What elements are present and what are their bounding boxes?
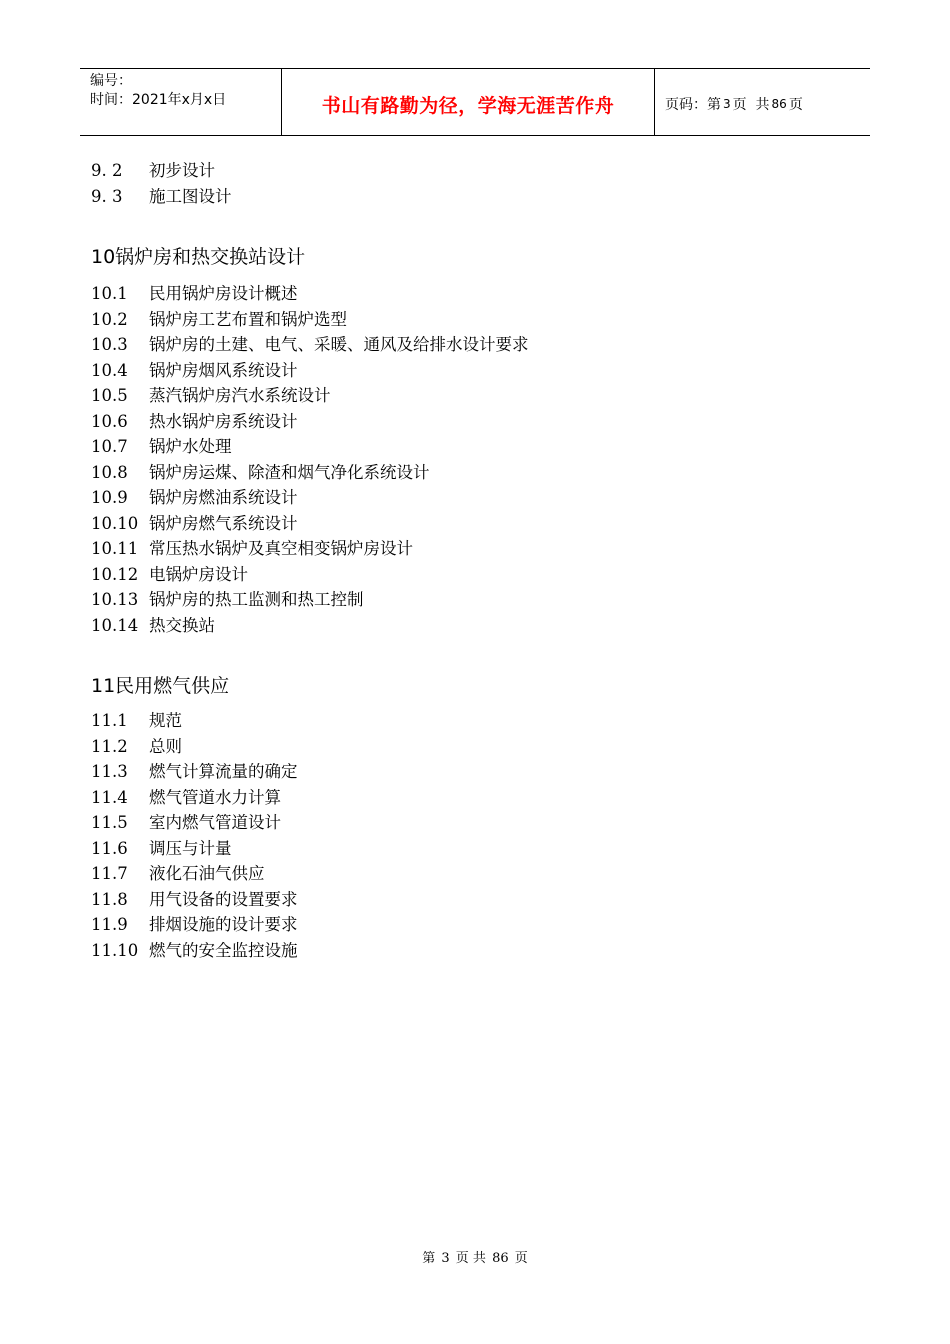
toc-item-title: 锅炉房燃油系统设计: [149, 488, 298, 507]
toc-item: [91, 383, 871, 409]
toc-item-title: 调压与计量: [149, 838, 232, 858]
toc-item-title: 用气设备的设置要求: [149, 889, 298, 909]
toc-item: [91, 281, 871, 307]
toc-item-number: 10.1: [91, 284, 128, 303]
toc-item-title: 施工图设计: [149, 186, 232, 206]
toc-item-number: 11.8: [91, 889, 128, 909]
page-mid: 页 共: [732, 97, 770, 113]
time-label: 时间：2021年x月x日: [90, 92, 227, 108]
footer-page-number: 3: [441, 1251, 450, 1266]
toc-item-number: 11.10: [91, 940, 139, 960]
toc-item-number: 10.3: [91, 335, 128, 354]
toc-item: [91, 785, 871, 811]
toc-item: [91, 358, 871, 384]
page-total: 86: [771, 97, 787, 111]
header-motto: 书山有路勤为径，学海无涯苦作舟: [282, 69, 655, 135]
toc-item-number: 11.2: [91, 736, 128, 756]
toc-item-number: 10.5: [91, 386, 128, 405]
toc-item-title: 锅炉房的热工监测和热工控制: [149, 590, 364, 609]
section-9-list: [91, 158, 871, 209]
toc-item: [91, 887, 871, 913]
toc-item: [91, 536, 871, 562]
page-number: 3: [723, 97, 731, 111]
serial-label: 编号：: [90, 73, 132, 89]
toc-item-title: 常压热水锅炉及真空相变锅炉房设计: [149, 539, 413, 558]
section-10-list: [91, 281, 871, 638]
toc-item-title: 室内燃气管道设计: [149, 813, 281, 832]
toc-content: [91, 158, 871, 963]
toc-item-number: 11.5: [91, 813, 128, 832]
page-header: [80, 68, 870, 136]
toc-item: [91, 184, 871, 210]
toc-item-number: 10.7: [91, 437, 128, 456]
toc-item: [91, 734, 871, 760]
toc-item: [91, 587, 871, 613]
toc-item: [91, 759, 871, 785]
toc-item-title: 液化石油气供应: [149, 864, 265, 883]
toc-item-title: 总则: [149, 736, 182, 756]
toc-item-title: 电锅炉房设计: [149, 564, 248, 584]
toc-item-number: 11.9: [91, 915, 128, 934]
toc-item-number: 9. 3: [91, 186, 123, 206]
footer-suffix: 页: [514, 1251, 528, 1266]
toc-item: [91, 836, 871, 862]
toc-item-title: 蒸汽锅炉房汽水系统设计: [149, 386, 331, 405]
toc-item-number: 10.2: [91, 309, 128, 329]
toc-item-number: 10.13: [91, 590, 139, 609]
toc-item-title: 初步设计: [149, 161, 215, 180]
toc-item: [91, 613, 871, 639]
toc-item: [91, 562, 871, 588]
toc-item-number: 10.11: [91, 539, 139, 558]
toc-item: [91, 511, 871, 537]
toc-item-number: 10.12: [91, 564, 139, 584]
toc-item-title: 民用锅炉房设计概述: [149, 284, 298, 303]
section-11-list: [91, 708, 871, 963]
toc-item: [91, 307, 871, 333]
toc-item-title: 锅炉水处理: [149, 437, 232, 456]
footer-page-total: 86: [492, 1251, 509, 1266]
toc-item-title: 燃气管道水力计算: [149, 787, 281, 807]
toc-item-number: 10.10: [91, 513, 139, 533]
toc-item: [91, 409, 871, 435]
toc-item: [91, 485, 871, 511]
section-11-heading: 11民用燃气供应: [91, 675, 230, 697]
footer-mid: 页 共: [455, 1251, 486, 1266]
toc-item: [91, 708, 871, 734]
toc-item: [91, 938, 871, 964]
header-meta: [80, 69, 282, 135]
page-suffix: 页: [788, 97, 803, 113]
toc-item-number: 10.6: [91, 411, 128, 431]
footer-prefix: 第: [422, 1251, 436, 1266]
toc-item-title: 燃气计算流量的确定: [149, 762, 298, 781]
toc-item-number: 11.3: [91, 762, 128, 781]
toc-item-title: 排烟设施的设计要求: [149, 915, 298, 934]
toc-item-title: 热水锅炉房系统设计: [149, 411, 298, 431]
toc-item-title: 锅炉房的土建、电气、采暖、通风及给排水设计要求: [149, 335, 529, 354]
toc-item: [91, 810, 871, 836]
toc-item: [91, 332, 871, 358]
toc-item: [91, 158, 871, 184]
toc-item-number: 11.6: [91, 838, 128, 858]
toc-item-title: 锅炉房烟风系统设计: [149, 360, 298, 380]
toc-item-title: 热交换站: [149, 615, 215, 635]
page-footer: [0, 1247, 950, 1266]
toc-item-title: 燃气的安全监控设施: [149, 940, 298, 960]
toc-item-title: 规范: [149, 711, 182, 730]
toc-item-number: 9. 2: [91, 161, 123, 180]
toc-item-number: 11.4: [91, 787, 128, 807]
toc-item-number: 10.8: [91, 462, 128, 482]
toc-item-number: 10.9: [91, 488, 128, 507]
toc-item-number: 11.1: [91, 711, 128, 730]
toc-item-number: 10.4: [91, 360, 128, 380]
toc-item-number: 11.7: [91, 864, 128, 883]
toc-item: [91, 912, 871, 938]
toc-item-title: 锅炉房工艺布置和锅炉选型: [149, 309, 347, 329]
toc-item: [91, 460, 871, 486]
section-10-heading: 10锅炉房和热交换站设计: [91, 246, 306, 268]
toc-item: [91, 434, 871, 460]
toc-item: [91, 861, 871, 887]
page-prefix: 页码：第: [665, 97, 721, 113]
toc-item-title: 锅炉房燃气系统设计: [149, 513, 298, 533]
toc-item-number: 10.14: [91, 615, 139, 635]
toc-item-title: 锅炉房运煤、除渣和烟气净化系统设计: [149, 462, 430, 482]
header-page-info: [655, 69, 870, 135]
